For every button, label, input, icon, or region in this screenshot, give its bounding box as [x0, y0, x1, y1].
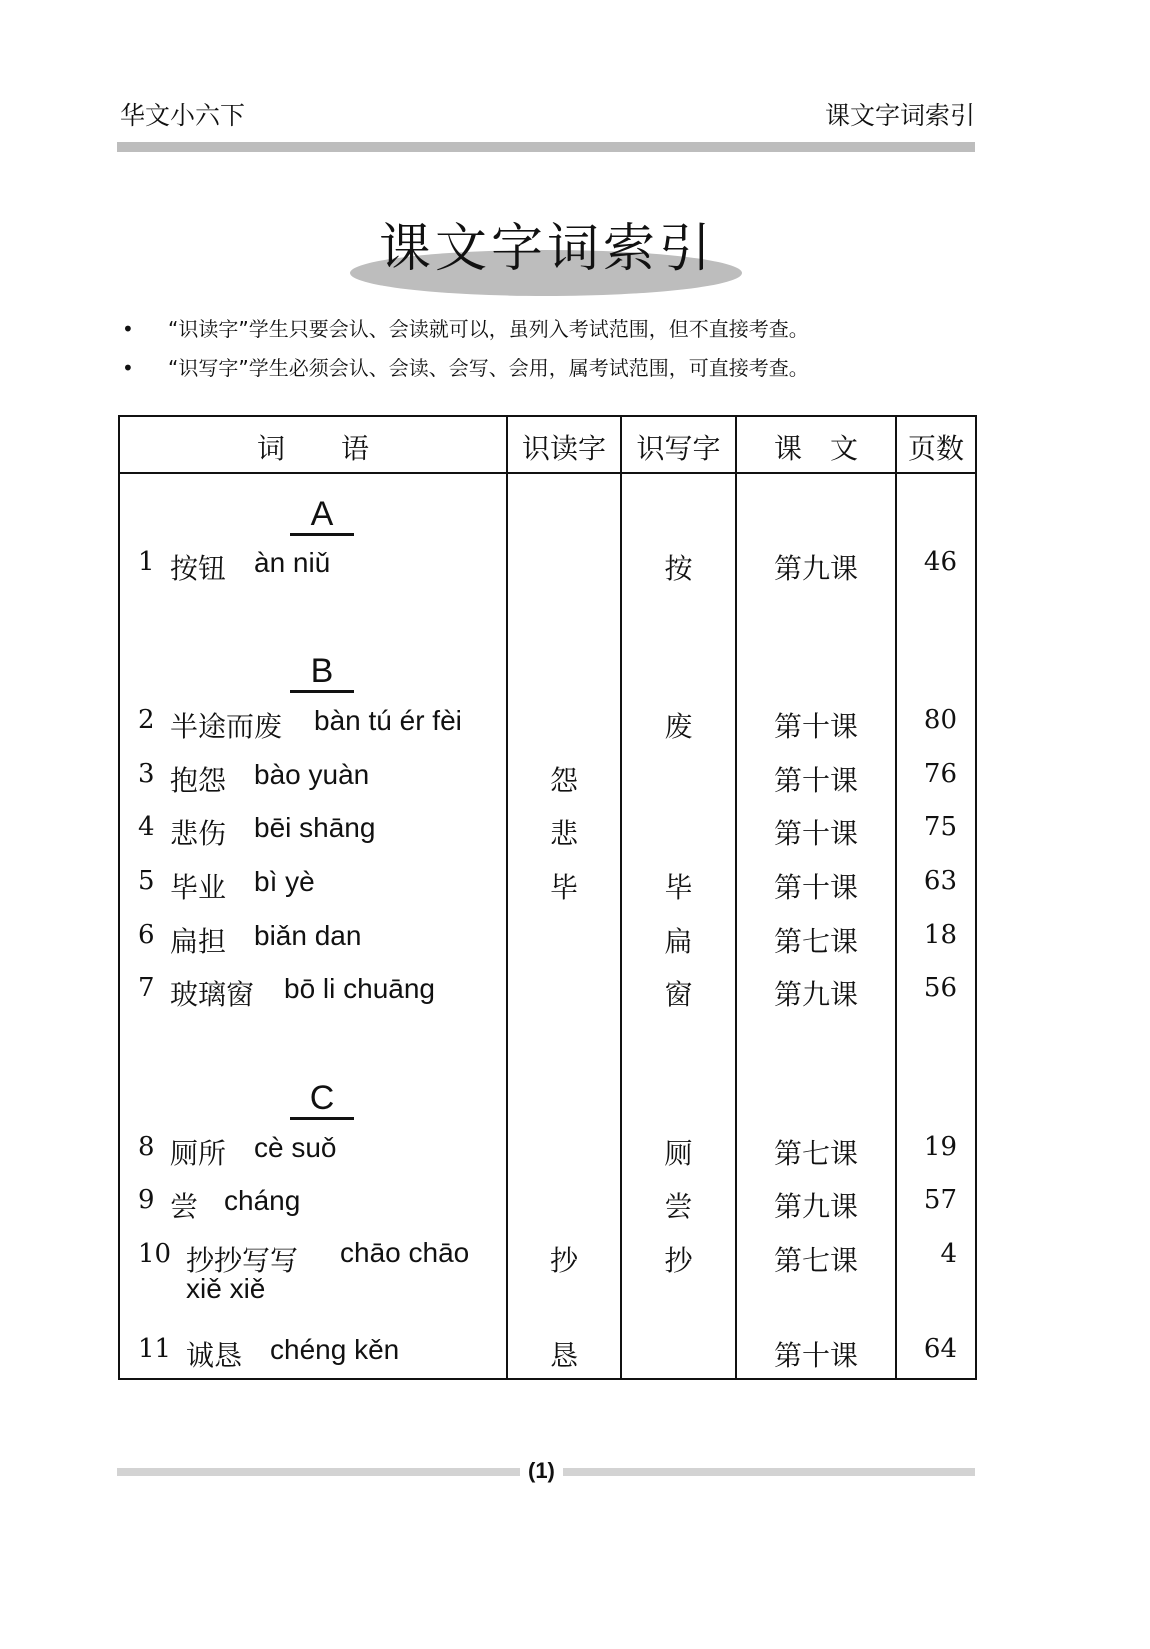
pinyin: bì yè	[254, 866, 315, 897]
lesson: 第十课	[773, 817, 858, 850]
pinyin: cè suǒ	[254, 1132, 337, 1163]
header-book-title: 华文小六下	[120, 101, 246, 130]
group-letter-c: C	[290, 1079, 354, 1120]
note-item	[122, 352, 809, 381]
lesson: 第七课	[773, 925, 858, 958]
pinyin: chāo chāo xiě xiě	[186, 1237, 470, 1304]
page: 19	[923, 1132, 957, 1162]
word: 扁担	[170, 925, 227, 958]
note-item	[122, 313, 809, 342]
row-number: 8	[138, 1132, 155, 1162]
pinyin: cháng	[224, 1185, 301, 1216]
page: 56	[923, 973, 957, 1003]
page: 64	[923, 1334, 957, 1364]
pinyin: bō li chuāng	[284, 973, 436, 1004]
lesson: 第九课	[773, 978, 858, 1011]
header-rule	[117, 142, 975, 152]
row-number: 6	[138, 920, 155, 950]
write-char: 抄	[664, 1244, 693, 1277]
pinyin: bàn tú ér fèi	[314, 705, 462, 736]
row-number: 7	[138, 973, 155, 1003]
row-number: 11	[138, 1334, 172, 1364]
lesson: 第十课	[773, 710, 858, 743]
read-char: 怨	[549, 764, 578, 797]
read-char: 毕	[549, 871, 578, 904]
page: 18	[923, 920, 957, 950]
row-number: 3	[138, 759, 155, 789]
word: 毕业	[170, 871, 227, 904]
row-number: 2	[138, 705, 155, 735]
row-number: 5	[138, 866, 155, 896]
column-header-read-char: 识读字	[521, 432, 606, 465]
note-text: “识读字”学生只要会认、会读就可以，虽列入考试范围，但不直接考查。	[168, 317, 809, 341]
write-char: 按	[664, 552, 693, 585]
page-title: 课文字词索引	[378, 219, 715, 279]
row-number: 10	[138, 1239, 172, 1269]
page: 4	[940, 1239, 957, 1269]
note-text: “识写字”学生必须会认、会读、会写、会用，属考试范围，可直接考查。	[168, 356, 809, 380]
lesson: 第九课	[773, 1190, 858, 1223]
lesson: 第七课	[773, 1244, 858, 1277]
column-header-write-char: 识写字	[636, 432, 721, 465]
page: 75	[923, 812, 957, 842]
row-number: 9	[138, 1185, 155, 1215]
column-header-word: 词 语	[256, 432, 369, 465]
page: 80	[923, 705, 957, 735]
pinyin: biǎn dan	[254, 920, 362, 951]
page: 63	[923, 866, 957, 896]
bullet: •	[122, 317, 134, 341]
word: 尝	[170, 1190, 199, 1223]
write-char: 废	[664, 710, 693, 743]
pinyin: bēi shāng	[254, 812, 376, 843]
word: 悲伤	[170, 817, 227, 850]
header-divider	[120, 472, 975, 474]
read-char: 恳	[549, 1339, 578, 1372]
bullet: •	[122, 356, 134, 380]
pinyin: chéng kěn	[270, 1334, 400, 1365]
word: 玻璃窗	[170, 978, 255, 1011]
pinyin: bào yuàn	[254, 759, 370, 790]
lesson: 第十课	[773, 1339, 858, 1372]
word: 抱怨	[170, 764, 227, 797]
write-char: 尝	[664, 1190, 693, 1223]
lesson: 第十课	[773, 764, 858, 797]
word: 抄抄写写	[186, 1244, 299, 1277]
column-header-page: 页数	[907, 432, 964, 465]
group-letter-b: B	[290, 652, 354, 693]
word: 诚恳	[186, 1339, 243, 1372]
page: 57	[923, 1185, 957, 1215]
write-char: 窗	[664, 978, 693, 1011]
lesson: 第九课	[773, 552, 858, 585]
page: 46	[923, 547, 957, 577]
column-header-lesson: 课 文	[773, 432, 858, 465]
read-char: 抄	[549, 1244, 578, 1277]
write-char: 毕	[664, 871, 693, 904]
lesson: 第十课	[773, 871, 858, 904]
group-letter-a: A	[290, 495, 354, 536]
lesson: 第七课	[773, 1137, 858, 1170]
word: 厕所	[170, 1137, 227, 1170]
read-char: 悲	[549, 817, 578, 850]
word: 按钮	[170, 552, 227, 585]
page: 76	[923, 759, 957, 789]
page-number: (1)	[520, 1458, 563, 1484]
row-number: 4	[138, 812, 155, 842]
write-char: 扁	[664, 925, 693, 958]
word: 半途而废	[170, 710, 283, 743]
word-index-table	[118, 415, 977, 1380]
row-number: 1	[138, 547, 155, 577]
pinyin: àn niǔ	[254, 547, 331, 578]
write-char: 厕	[664, 1137, 693, 1170]
header-section-title: 课文字词索引	[824, 101, 975, 130]
